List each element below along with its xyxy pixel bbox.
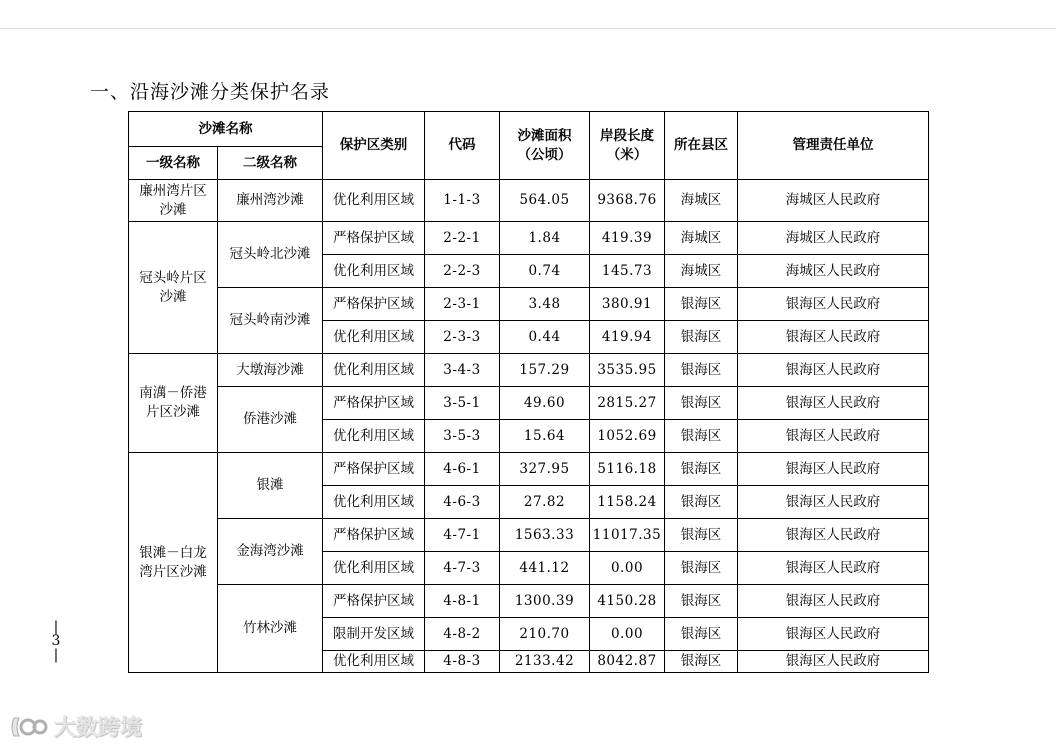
table-row (129, 453, 929, 486)
county-cell: 银海区 (665, 288, 738, 321)
length-cell: 0.00 (590, 618, 665, 651)
county-cell: 银海区 (665, 552, 738, 585)
unit-cell: 银海区人民政府 (738, 420, 929, 453)
level2-cell: 大墩海沙滩 (218, 354, 323, 387)
area-cell: 1.84 (500, 222, 590, 255)
level1-name: 冠头岭片区沙滩 (139, 269, 207, 305)
header-length (590, 112, 665, 180)
watermark-text: 大数跨境 (54, 716, 143, 741)
code-cell: 3-5-1 (425, 387, 500, 420)
code-cell: 2-3-3 (425, 321, 500, 354)
code-cell: 4-6-1 (425, 453, 500, 486)
length-cell: 0.00 (590, 552, 665, 585)
length-cell: 3535.95 (590, 354, 665, 387)
level1-cell (129, 453, 218, 673)
header-county: 所在县区 (665, 112, 738, 180)
level2-cell: 冠头岭南沙滩 (218, 288, 323, 354)
level1-name: 南澫－侨港片区沙滩 (139, 385, 207, 420)
area-cell: 3.48 (500, 288, 590, 321)
unit-cell: 银海区人民政府 (738, 552, 929, 585)
county-cell: 银海区 (665, 420, 738, 453)
category-cell: 优化利用区域 (323, 552, 425, 585)
level2-cell: 金海湾沙滩 (218, 519, 323, 585)
county-cell: 银海区 (665, 387, 738, 420)
code-cell: 2-3-1 (425, 288, 500, 321)
header-row (129, 112, 929, 147)
code-cell: 4-6-3 (425, 486, 500, 519)
county-cell: 银海区 (665, 651, 738, 673)
table-row (129, 354, 929, 387)
level2-cell: 银滩 (218, 453, 323, 519)
page-number-glyph: 3 (51, 633, 61, 649)
category-cell: 优化利用区域 (323, 354, 425, 387)
unit-cell: 银海区人民政府 (738, 519, 929, 552)
length-cell: 11017.35 (590, 519, 665, 552)
unit-cell: 海城区人民政府 (738, 255, 929, 288)
code-cell: 4-8-2 (425, 618, 500, 651)
area-cell: 441.12 (500, 552, 590, 585)
county-cell: 海城区 (665, 255, 738, 288)
unit-cell: 银海区人民政府 (738, 453, 929, 486)
unit-cell: 银海区人民政府 (738, 354, 929, 387)
header-length-text: 岸段长度（米） (600, 127, 654, 163)
unit-cell: 银海区人民政府 (738, 585, 929, 618)
area-cell: 15.64 (500, 420, 590, 453)
category-cell: 严格保护区域 (323, 453, 425, 486)
county-cell: 银海区 (665, 585, 738, 618)
length-cell: 8042.87 (590, 651, 665, 673)
category-cell: 优化利用区域 (323, 651, 425, 673)
level1-cell (129, 180, 218, 222)
header-beach-name: 沙滩名称 (129, 112, 323, 147)
length-cell: 380.91 (590, 288, 665, 321)
category-cell: 优化利用区域 (323, 486, 425, 519)
code-cell: 2-2-3 (425, 255, 500, 288)
category-cell: 优化利用区域 (323, 321, 425, 354)
length-cell: 4150.28 (590, 585, 665, 618)
code-cell: 2-2-1 (425, 222, 500, 255)
level2-cell: 竹林沙滩 (218, 585, 323, 673)
table-row (129, 519, 929, 552)
unit-cell: 银海区人民政府 (738, 486, 929, 519)
page-number (48, 620, 64, 662)
category-cell: 优化利用区域 (323, 255, 425, 288)
code-cell: 4-8-3 (425, 651, 500, 673)
length-cell: 419.39 (590, 222, 665, 255)
page-number-glyph: | (53, 619, 59, 635)
length-cell: 419.94 (590, 321, 665, 354)
category-cell: 优化利用区域 (323, 180, 425, 222)
level2-cell: 廉州湾沙滩 (218, 180, 323, 222)
county-cell: 银海区 (665, 321, 738, 354)
category-cell: 严格保护区域 (323, 387, 425, 420)
length-cell: 9368.76 (590, 180, 665, 222)
header-unit: 管理责任单位 (738, 112, 929, 180)
header-category: 保护区类别 (323, 112, 425, 180)
page-number-glyph: | (53, 647, 59, 663)
area-cell: 210.70 (500, 618, 590, 651)
county-cell: 银海区 (665, 486, 738, 519)
length-cell: 1158.24 (590, 486, 665, 519)
unit-cell: 银海区人民政府 (738, 387, 929, 420)
length-cell: 5116.18 (590, 453, 665, 486)
header-level2: 二级名称 (218, 147, 323, 180)
code-cell: 4-7-3 (425, 552, 500, 585)
category-cell: 严格保护区域 (323, 519, 425, 552)
area-cell: 27.82 (500, 486, 590, 519)
code-cell: 1-1-3 (425, 180, 500, 222)
area-cell: 49.60 (500, 387, 590, 420)
code-cell: 3-4-3 (425, 354, 500, 387)
header-area (500, 112, 590, 180)
section-title: 一、沿海沙滩分类保护名录 (90, 81, 331, 103)
category-cell: 严格保护区域 (323, 222, 425, 255)
unit-cell: 银海区人民政府 (738, 288, 929, 321)
length-cell: 2815.27 (590, 387, 665, 420)
header-area-text: 沙滩面积（公顷） (517, 127, 572, 163)
level1-cell (129, 222, 218, 354)
beach-protection-table (128, 111, 929, 673)
unit-cell: 银海区人民政府 (738, 651, 929, 673)
level1-name: 廉州湾片区沙滩 (139, 182, 207, 218)
level1-name: 银滩－白龙湾片区沙滩 (139, 544, 207, 580)
length-cell: 145.73 (590, 255, 665, 288)
county-cell: 海城区 (665, 180, 738, 222)
table-row (129, 288, 929, 321)
area-cell: 157.29 (500, 354, 590, 387)
level2-cell: 侨港沙滩 (218, 387, 323, 453)
area-cell: 327.95 (500, 453, 590, 486)
watermark (8, 711, 142, 742)
county-cell: 银海区 (665, 618, 738, 651)
area-cell: 1563.33 (500, 519, 590, 552)
category-cell: 严格保护区域 (323, 585, 425, 618)
table-row (129, 222, 929, 255)
logo-icon (8, 714, 48, 740)
header-level1: 一级名称 (129, 147, 218, 180)
county-cell: 银海区 (665, 354, 738, 387)
category-cell: 优化利用区域 (323, 420, 425, 453)
table-row (129, 585, 929, 618)
county-cell: 海城区 (665, 222, 738, 255)
unit-cell: 海城区人民政府 (738, 180, 929, 222)
code-cell: 3-5-3 (425, 420, 500, 453)
unit-cell: 海城区人民政府 (738, 222, 929, 255)
unit-cell: 银海区人民政府 (738, 321, 929, 354)
table-row (129, 180, 929, 222)
county-cell: 银海区 (665, 453, 738, 486)
header-code: 代码 (425, 112, 500, 180)
area-cell: 0.74 (500, 255, 590, 288)
table-row (129, 387, 929, 420)
category-cell: 限制开发区域 (323, 618, 425, 651)
category-cell: 严格保护区域 (323, 288, 425, 321)
area-cell: 1300.39 (500, 585, 590, 618)
level2-cell: 冠头岭北沙滩 (218, 222, 323, 288)
code-cell: 4-8-1 (425, 585, 500, 618)
area-cell: 2133.42 (500, 651, 590, 673)
area-cell: 0.44 (500, 321, 590, 354)
area-cell: 564.05 (500, 180, 590, 222)
code-cell: 4-7-1 (425, 519, 500, 552)
unit-cell: 银海区人民政府 (738, 618, 929, 651)
top-rule (0, 28, 1056, 29)
length-cell: 1052.69 (590, 420, 665, 453)
level1-cell (129, 354, 218, 453)
county-cell: 银海区 (665, 519, 738, 552)
